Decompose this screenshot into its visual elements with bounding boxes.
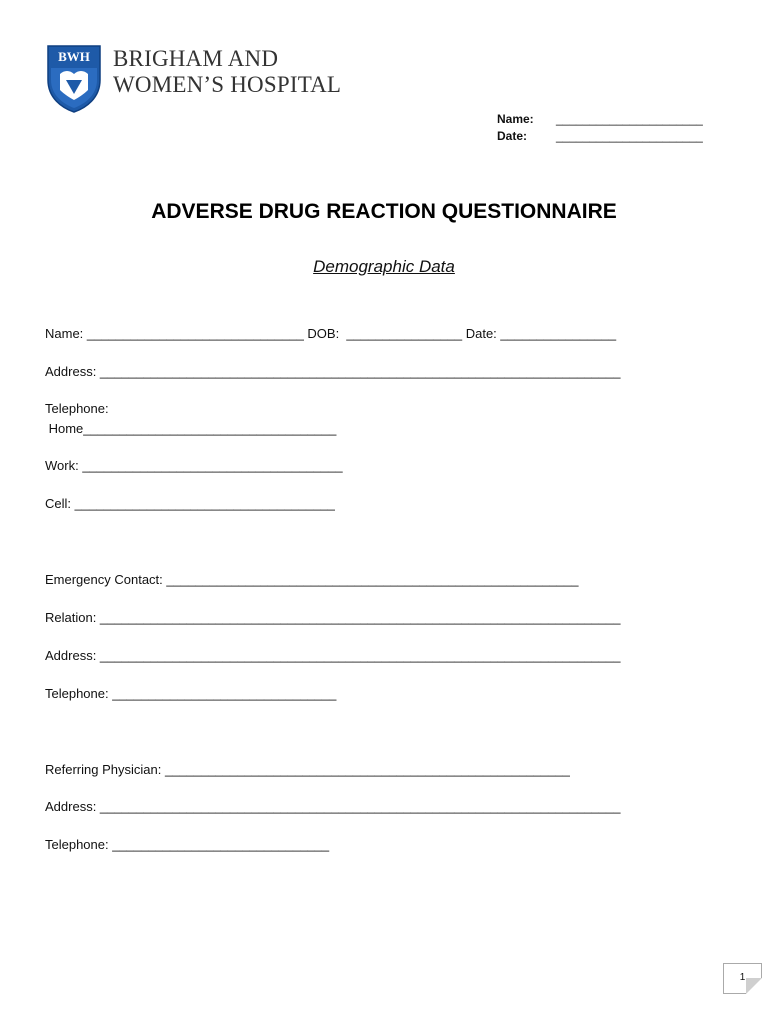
emergency-address-field[interactable]: Address: ________________________________________________________________________ [45,648,621,663]
page-title: ADVERSE DRUG REACTION QUESTIONNAIRE [151,200,617,223]
section-subtitle: Demographic Data [313,257,455,276]
physician-telephone-field[interactable]: Telephone: ______________________________ [45,837,330,852]
home-phone-field[interactable]: Home___________________________________ [45,421,337,436]
header-date-label: Date: [497,129,528,143]
emergency-telephone-field[interactable]: Telephone: _______________________________ [45,686,337,701]
address-field[interactable]: Address: ________________________________________________________________________ [45,364,621,379]
physician-address-field[interactable]: Address: ________________________________________________________________________ [45,799,621,814]
org-name-line1: BRIGHAM AND [113,46,279,71]
name-dob-date-row[interactable]: Name: ______________________________ DOB: ________________ Date: ________________ [45,326,617,341]
header-date-field[interactable]: ______________________ [556,129,703,143]
org-name-line2: WOMEN’S HOSPITAL [113,72,342,97]
page-fold-icon [746,978,762,994]
page-number: 1 [739,972,746,983]
cell-phone-field[interactable]: Cell: ____________________________________ [45,496,335,511]
referring-physician-field[interactable]: Referring Physician: ________________________________________________________ [45,762,570,777]
relation-field[interactable]: Relation: ________________________________________________________________________ [45,610,621,625]
shield-icon [46,44,102,114]
header-name-label: Name: [497,112,534,126]
emergency-contact-field[interactable]: Emergency Contact: _________________________________________________________ [45,572,579,587]
header-name-field[interactable]: ______________________ [556,112,703,126]
logo-text: BWH [58,49,90,64]
telephone-label: Telephone: [45,401,109,416]
page-number-box [723,963,762,994]
work-phone-field[interactable]: Work: ____________________________________ [45,458,343,473]
